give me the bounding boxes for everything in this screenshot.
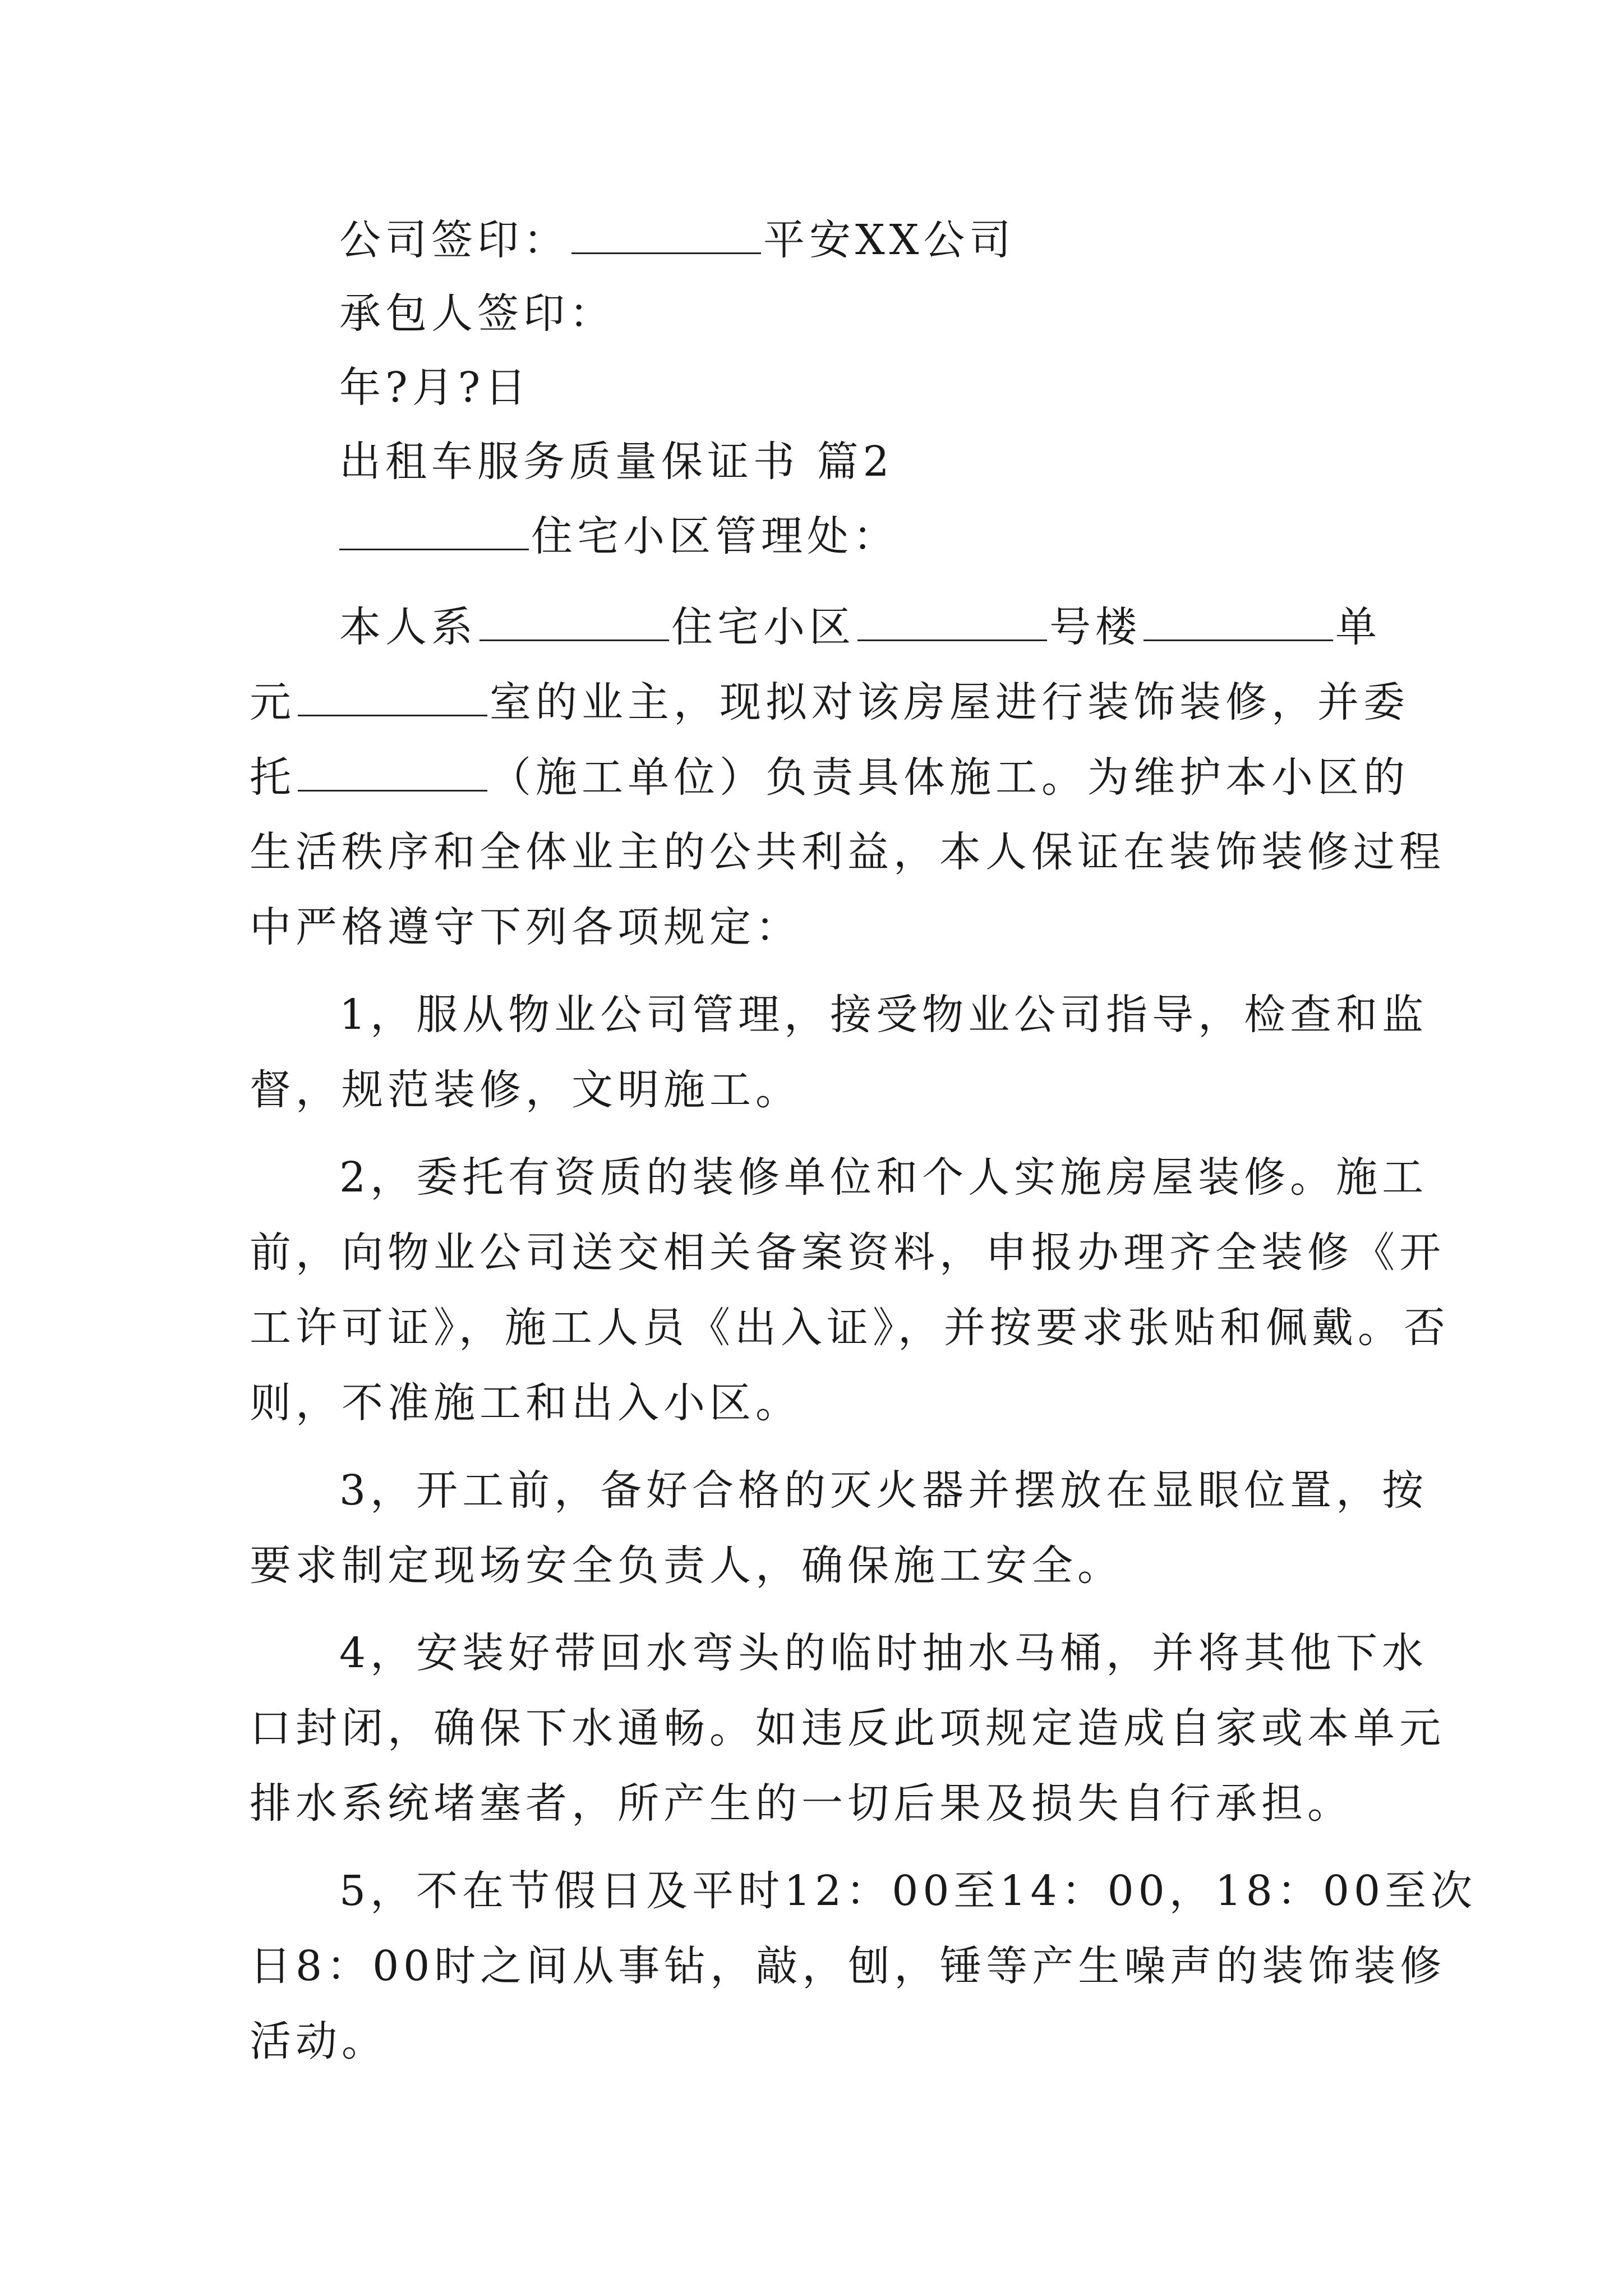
rule-3-line-2 xyxy=(250,1542,1123,1590)
rule-2-line-3 xyxy=(250,1304,1450,1352)
intro-text: 元 xyxy=(250,678,296,726)
intro-text: 室的业主，现拟对该房屋进行装饰装修，并委 xyxy=(490,678,1409,726)
rule-1-line-2 xyxy=(250,1066,801,1114)
rule-5-line-3 xyxy=(250,2017,388,2065)
date-text: 年?月?日 xyxy=(339,364,531,412)
signature-blank xyxy=(571,219,761,254)
rule-3-line-1 xyxy=(339,1466,1428,1515)
rule-text: 工许可证》，施工人员《出入证》，并按要求张贴和佩戴。否 xyxy=(250,1304,1450,1352)
intro-line-5 xyxy=(250,903,801,951)
rule-text: 前，向物业公司送交相关备案资料，申报办理齐全装修《开 xyxy=(250,1228,1445,1277)
rule-5-line-2 xyxy=(250,1942,1446,1990)
intro-text: 生活秩序和全体业主的公共利益，本人保证在装饰装修过程 xyxy=(250,828,1445,876)
date-line xyxy=(339,364,531,412)
rule-4-line-2 xyxy=(250,1704,1445,1752)
intro-text: 单 xyxy=(1335,603,1381,651)
rule-text: 则，不准施工和出入小区。 xyxy=(250,1379,801,1427)
rule-2-line-2 xyxy=(250,1228,1445,1277)
rule-text: 日8：00时之间从事钻，敲，刨，锤等产生噪声的装饰装修 xyxy=(250,1942,1446,1990)
company-sign-line xyxy=(339,216,1016,264)
section-title-text: 出租车服务质量保证书 篇2 xyxy=(339,438,894,486)
rule-4-line-1 xyxy=(339,1629,1428,1677)
intro-line-2 xyxy=(250,678,1409,726)
contractor-sign-line xyxy=(339,289,615,338)
addressee-blank xyxy=(339,515,529,550)
rule-1-line-1 xyxy=(339,991,1428,1039)
rule-text: 要求制定现场安全负责人，确保施工安全。 xyxy=(250,1542,1123,1590)
addressee-suffix: 住宅小区管理处： xyxy=(531,512,899,560)
company-sign-label: 公司签印： xyxy=(339,216,569,264)
intro-line-4 xyxy=(250,828,1445,876)
company-name: 平安XX公司 xyxy=(763,216,1016,264)
rule-text: 排水系统堵塞者，所产生的一切后果及损失自行承担。 xyxy=(250,1779,1353,1828)
rule-4-line-3 xyxy=(250,1779,1353,1828)
intro-text: 中严格遵守下列各项规定： xyxy=(250,903,801,951)
addressee-line xyxy=(339,512,899,560)
intro-text: 住宅小区 xyxy=(671,603,855,651)
intro-text: 号楼 xyxy=(1049,603,1141,651)
fill-blank xyxy=(857,606,1047,641)
fill-blank xyxy=(298,756,487,792)
rule-text: 4，安装好带回水弯头的临时抽水马桶，并将其他下水 xyxy=(339,1629,1428,1677)
intro-text: （施工单位）负责具体施工。为维护本小区的 xyxy=(490,753,1409,802)
rule-text: 活动。 xyxy=(250,2017,388,2065)
rule-2-line-4 xyxy=(250,1379,801,1427)
intro-line-3 xyxy=(250,753,1409,802)
fill-blank xyxy=(1144,606,1333,641)
contractor-sign-label: 承包人签印： xyxy=(339,289,615,338)
rule-text: 3，开工前，备好合格的灭火器并摆放在显眼位置，按 xyxy=(339,1466,1428,1515)
section-title xyxy=(339,438,894,486)
rule-text: 5，不在节假日及平时12：00至14：00，18：00至次 xyxy=(339,1867,1477,1915)
rule-5-line-1 xyxy=(339,1867,1477,1915)
fill-blank xyxy=(479,606,669,641)
intro-text: 本人系 xyxy=(339,603,477,651)
rule-text: 2，委托有资质的装修单位和个人实施房屋装修。施工 xyxy=(339,1153,1428,1202)
rule-text: 口封闭，确保下水通畅。如违反此项规定造成自家或本单元 xyxy=(250,1704,1445,1752)
intro-line-1 xyxy=(339,603,1381,651)
rule-text: 督，规范装修，文明施工。 xyxy=(250,1066,801,1114)
intro-text: 托 xyxy=(250,753,296,802)
rule-2-line-1 xyxy=(339,1153,1428,1202)
fill-blank xyxy=(298,681,487,716)
rule-text: 1，服从物业公司管理，接受物业公司指导，检查和监 xyxy=(339,991,1428,1039)
